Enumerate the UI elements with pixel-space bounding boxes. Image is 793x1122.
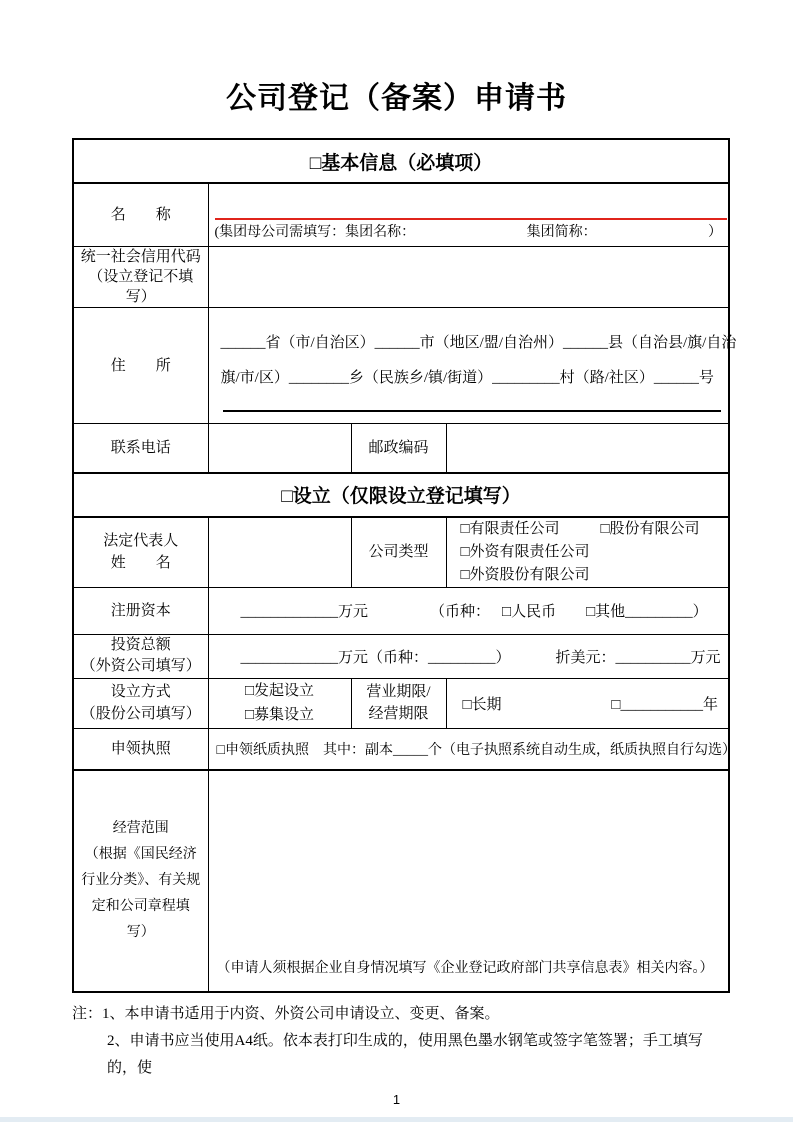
investment-unit-currency: 万元（币种： xyxy=(338,649,429,666)
page-bottom-edge xyxy=(0,1117,793,1122)
period-label xyxy=(351,678,446,728)
basic-info-section-header xyxy=(73,139,729,183)
legal-rep-label-line: 法定代表人 xyxy=(103,533,179,549)
address-input-cell[interactable] xyxy=(208,308,737,424)
scope-input-cell[interactable] xyxy=(208,770,729,992)
usd-label: 折美元： xyxy=(555,649,616,666)
footnotes xyxy=(72,1001,732,1082)
method-label-line: （股份公司填写） xyxy=(80,706,201,722)
currency-option-rmb[interactable]: □人民币 xyxy=(502,604,557,620)
postal-code-label: 邮政编码 xyxy=(351,424,446,473)
company-type-options-cell xyxy=(446,517,729,588)
reg-capital-amount-blank[interactable]: _____________ xyxy=(240,604,338,620)
license-options-cell[interactable] xyxy=(208,728,736,770)
page-number: 1 xyxy=(392,1092,401,1107)
period-options-cell xyxy=(446,678,729,728)
group-note-prefix: (集团母公司需填写：集团名称： xyxy=(214,225,416,240)
basic-info-header-label: 基本信息（必填项） xyxy=(321,152,493,174)
investment-currency-blank[interactable]: _________ xyxy=(428,649,496,666)
credit-code-label-line: 统一社会信用代码 xyxy=(80,249,201,265)
address-template-line2: 旗/市/区）________乡（民族乡/镇/街道）_________村（路/社区）______号 xyxy=(220,369,714,386)
company-type-option-foreign-llc[interactable]: □外资有限责任公司 xyxy=(460,543,590,560)
credit-code-input-cell[interactable] xyxy=(208,247,729,308)
investment-label-line: 投资总额 xyxy=(110,637,171,653)
company-name-input[interactable] xyxy=(215,190,728,220)
period-years-checkbox[interactable]: □ xyxy=(611,696,621,713)
phone-input-cell[interactable] xyxy=(208,424,351,473)
company-type-option-llc[interactable]: □有限责任公司 xyxy=(460,520,560,537)
scope-label-line: 经营范围 xyxy=(112,821,169,836)
currency-prefix: （币种： xyxy=(430,604,491,620)
basic-info-checkbox[interactable]: □ xyxy=(309,152,322,174)
postal-code-input-cell[interactable] xyxy=(446,424,729,473)
application-form xyxy=(72,138,737,993)
name-label: 名 称 xyxy=(73,183,208,247)
phone-label: 联系电话 xyxy=(73,424,208,473)
currency-other-blank[interactable]: _________ xyxy=(625,604,693,620)
usd-blank[interactable]: __________ xyxy=(615,649,691,666)
scope-label-line: （根据《国民经济 xyxy=(84,847,197,862)
investment-close-paren: ） xyxy=(495,649,511,666)
currency-close-paren: ） xyxy=(692,604,708,620)
legal-rep-name-input-cell[interactable] xyxy=(208,517,351,588)
license-label: 申领执照 xyxy=(73,728,208,770)
scope-label xyxy=(73,770,208,992)
group-note xyxy=(209,220,729,246)
method-label xyxy=(73,678,208,728)
reg-capital-label: 注册资本 xyxy=(73,587,208,634)
establish-section-header xyxy=(73,473,729,517)
currency-option-other[interactable]: □其他 xyxy=(586,604,626,620)
method-options-cell xyxy=(208,678,351,728)
method-option-sponsor[interactable]: □发起设立 xyxy=(244,683,315,699)
period-years-blank[interactable]: ___________ xyxy=(620,696,703,713)
credit-code-label-line: （设立登记不填 xyxy=(88,269,194,285)
credit-code-label-line: 写） xyxy=(125,289,156,305)
investment-label xyxy=(73,634,208,678)
name-cell xyxy=(208,183,729,247)
company-type-option-jsc[interactable]: □股份有限公司 xyxy=(600,520,700,537)
method-option-raise[interactable]: □募集设立 xyxy=(244,707,315,723)
reg-capital-cell xyxy=(208,587,729,634)
address-label: 住 所 xyxy=(73,308,208,424)
investment-label-line: （外资公司填写） xyxy=(80,658,201,674)
investment-amount-blank[interactable]: _____________ xyxy=(240,649,338,666)
credit-code-label xyxy=(73,247,208,308)
investment-cell xyxy=(208,634,729,678)
address-blank-line[interactable] xyxy=(223,410,721,412)
reg-capital-unit: 万元 xyxy=(338,604,369,620)
legal-rep-label-line: 姓 名 xyxy=(110,555,171,571)
period-label-line: 经营期限 xyxy=(368,706,429,722)
scope-label-line: 写） xyxy=(126,925,155,940)
scope-label-line: 定和公司章程填 xyxy=(91,899,190,914)
legal-rep-label xyxy=(73,517,208,588)
establish-checkbox[interactable]: □ xyxy=(281,486,293,507)
scope-note: （申请人须根据企业自身情况填写《企业登记政府部门共享信息表》相关内容。） xyxy=(216,961,714,976)
footnote-line2: 2、申请书应当使用A4纸。依本表打印生成的，使用黑色墨水钢笔或签字笔签署；手工填写的，使 xyxy=(107,1033,703,1076)
company-type-option-foreign-jsc[interactable]: □外资股份有限公司 xyxy=(460,566,590,583)
establish-header-label: 设立（仅限设立登记填写） xyxy=(292,486,521,507)
period-years-group[interactable] xyxy=(611,693,718,714)
method-label-line: 设立方式 xyxy=(110,684,171,700)
page-title: 公司登记（备案）申请书 xyxy=(226,82,567,115)
period-option-longterm[interactable]: □长期 xyxy=(462,696,502,713)
group-note-close: ） xyxy=(707,225,722,240)
period-years-unit: 年 xyxy=(702,696,718,713)
usd-unit: 万元 xyxy=(690,649,721,666)
period-label-line: 营业期限/ xyxy=(366,684,431,700)
company-type-label: 公司类型 xyxy=(351,517,446,588)
license-option-text[interactable]: □申领纸质执照 其中：副本_____个（电子执照系统自动生成，纸质执照自行勾选） xyxy=(216,742,736,758)
address-template-line1: ______省（市/自治区）______市（地区/盟/自治州）______县（自治县/旗/自治 xyxy=(220,334,737,351)
group-short-label: 集团简称： xyxy=(526,225,597,240)
footnote-line1: 注：1、本申请书适用于内资、外资公司申请设立、变更、备案。 xyxy=(72,1006,500,1022)
scope-label-line: 行业分类》、有关规 xyxy=(81,873,201,888)
